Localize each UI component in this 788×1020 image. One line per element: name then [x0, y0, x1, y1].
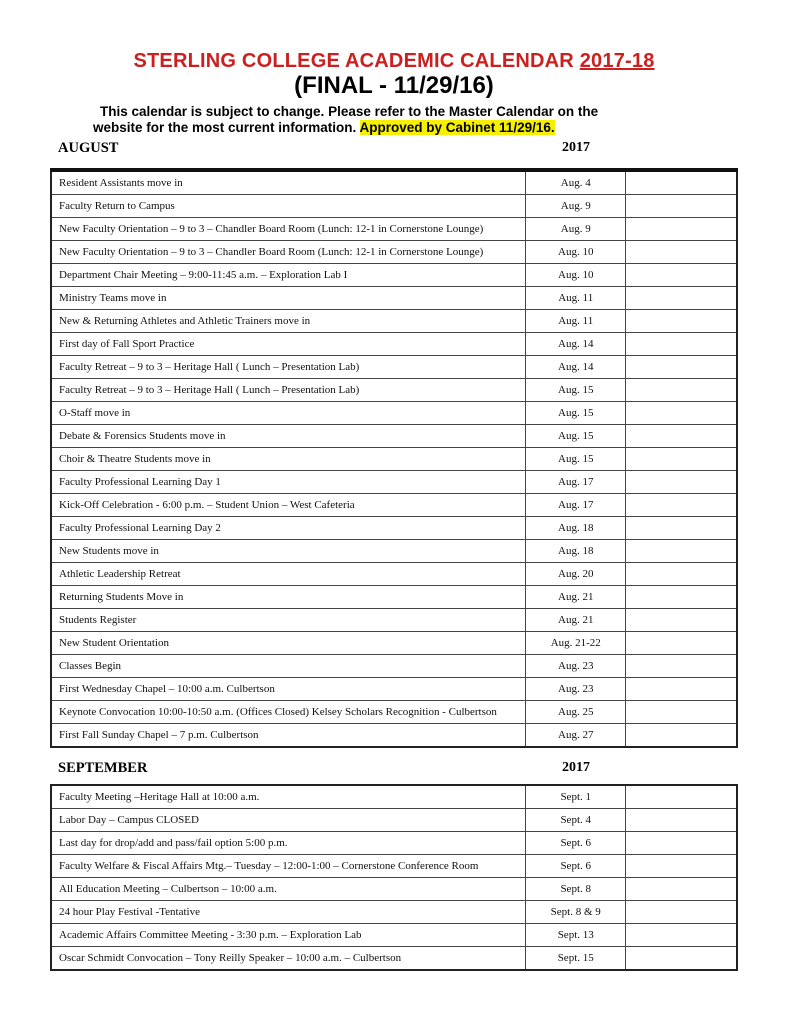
blank-cell: [626, 356, 737, 379]
date-cell: Aug. 25: [526, 701, 626, 724]
table-row: [51, 448, 737, 471]
date-cell: Aug. 4: [526, 170, 626, 195]
table-row: [51, 947, 737, 971]
event-cell: Keynote Convocation 10:00-10:50 a.m. (Offices Closed) Kelsey Scholars Recognition - Culbertson: [51, 701, 526, 724]
september-table: [50, 784, 738, 971]
event-cell: New Students move in: [51, 540, 526, 563]
event-cell: Resident Assistants move in: [51, 170, 526, 195]
event-cell: Choir & Theatre Students move in: [51, 448, 526, 471]
table-row: [51, 218, 737, 241]
table-row: [51, 471, 737, 494]
event-cell: Debate & Forensics Students move in: [51, 425, 526, 448]
table-row: [51, 195, 737, 218]
date-cell: Aug. 9: [526, 218, 626, 241]
september-table-body: [51, 785, 737, 970]
table-row: [51, 855, 737, 878]
table-row: [51, 678, 737, 701]
date-cell: Aug. 17: [526, 494, 626, 517]
table-row: [51, 241, 737, 264]
blank-cell: [626, 678, 737, 701]
august-table-body: [51, 170, 737, 747]
blank-cell: [626, 471, 737, 494]
date-cell: Sept. 15: [526, 947, 626, 971]
blank-cell: [626, 724, 737, 748]
table-row: [51, 264, 737, 287]
blank-cell: [626, 809, 737, 832]
table-row: [51, 333, 737, 356]
september-heading: SEPTEMBER: [58, 760, 148, 776]
september-year: 2017: [562, 760, 590, 775]
date-cell: Aug. 15: [526, 448, 626, 471]
table-row: [51, 878, 737, 901]
date-cell: Aug. 20: [526, 563, 626, 586]
blank-cell: [626, 241, 737, 264]
event-cell: Faculty Retreat – 9 to 3 – Heritage Hall ( Lunch – Presentation Lab): [51, 379, 526, 402]
table-row: [51, 609, 737, 632]
event-cell: First day of Fall Sport Practice: [51, 333, 526, 356]
event-cell: Faculty Professional Learning Day 1: [51, 471, 526, 494]
blank-cell: [626, 379, 737, 402]
blank-cell: [626, 586, 737, 609]
blank-cell: [626, 901, 737, 924]
change-notice-line2: [93, 120, 555, 135]
calendar-subtitle: (FINAL - 11/29/16): [294, 72, 494, 99]
event-cell: Academic Affairs Committee Meeting - 3:30 p.m. – Exploration Lab: [51, 924, 526, 947]
event-cell: Faculty Welfare & Fiscal Affairs Mtg.– Tuesday – 12:00-1:00 – Cornerstone Conference Room: [51, 855, 526, 878]
blank-cell: [626, 402, 737, 425]
event-cell: First Wednesday Chapel – 10:00 a.m. Culbertson: [51, 678, 526, 701]
blank-cell: [626, 609, 737, 632]
event-cell: All Education Meeting – Culbertson – 10:00 a.m.: [51, 878, 526, 901]
table-row: [51, 310, 737, 333]
date-cell: Aug. 15: [526, 402, 626, 425]
date-cell: Aug. 27: [526, 724, 626, 748]
blank-cell: [626, 855, 737, 878]
blank-cell: [626, 448, 737, 471]
table-row: [51, 517, 737, 540]
date-cell: Sept. 1: [526, 785, 626, 809]
title-year: 2017-18: [579, 50, 655, 72]
event-cell: Department Chair Meeting – 9:00-11:45 a.m. – Exploration Lab I: [51, 264, 526, 287]
blank-cell: [626, 425, 737, 448]
blank-cell: [626, 195, 737, 218]
table-row: [51, 540, 737, 563]
blank-cell: [626, 701, 737, 724]
event-cell: 24 hour Play Festival -Tentative: [51, 901, 526, 924]
date-cell: Aug. 17: [526, 471, 626, 494]
date-cell: Sept. 8: [526, 878, 626, 901]
table-row: [51, 701, 737, 724]
table-row: [51, 785, 737, 809]
date-cell: Sept. 8 & 9: [526, 901, 626, 924]
blank-cell: [626, 878, 737, 901]
august-year: 2017: [562, 140, 590, 155]
event-cell: Faculty Professional Learning Day 2: [51, 517, 526, 540]
date-cell: Aug. 23: [526, 678, 626, 701]
blank-cell: [626, 264, 737, 287]
title-main: STERLING COLLEGE ACADEMIC CALENDAR: [133, 50, 574, 72]
blank-cell: [626, 563, 737, 586]
date-cell: Aug. 21: [526, 586, 626, 609]
date-cell: Aug. 23: [526, 655, 626, 678]
blank-cell: [626, 310, 737, 333]
date-cell: Aug. 21-22: [526, 632, 626, 655]
event-cell: New Student Orientation: [51, 632, 526, 655]
event-cell: First Fall Sunday Chapel – 7 p.m. Culbertson: [51, 724, 526, 748]
change-notice-text: website for the most current information.: [93, 120, 357, 135]
table-row: [51, 655, 737, 678]
approval-highlight: Approved by Cabinet 11/29/16.: [359, 120, 555, 135]
event-cell: Athletic Leadership Retreat: [51, 563, 526, 586]
blank-cell: [626, 785, 737, 809]
calendar-title: [0, 50, 788, 73]
event-cell: Students Register: [51, 609, 526, 632]
date-cell: Aug. 21: [526, 609, 626, 632]
table-row: [51, 494, 737, 517]
event-cell: Labor Day – Campus CLOSED: [51, 809, 526, 832]
event-cell: Faculty Return to Campus: [51, 195, 526, 218]
event-cell: New & Returning Athletes and Athletic Trainers move in: [51, 310, 526, 333]
date-cell: Aug. 10: [526, 241, 626, 264]
table-row: [51, 832, 737, 855]
date-cell: Aug. 15: [526, 425, 626, 448]
table-row: [51, 425, 737, 448]
blank-cell: [626, 287, 737, 310]
date-cell: Sept. 6: [526, 855, 626, 878]
event-cell: Faculty Meeting –Heritage Hall at 10:00 a.m.: [51, 785, 526, 809]
event-cell: Classes Begin: [51, 655, 526, 678]
date-cell: Aug. 14: [526, 333, 626, 356]
event-cell: New Faculty Orientation – 9 to 3 – Chandler Board Room (Lunch: 12-1 in Cornerstone Lounge): [51, 218, 526, 241]
blank-cell: [626, 632, 737, 655]
event-cell: Returning Students Move in: [51, 586, 526, 609]
august-heading: AUGUST: [58, 140, 119, 156]
date-cell: Aug. 10: [526, 264, 626, 287]
table-row: [51, 632, 737, 655]
date-cell: Sept. 6: [526, 832, 626, 855]
table-row: [51, 563, 737, 586]
date-cell: Sept. 4: [526, 809, 626, 832]
table-row: [51, 402, 737, 425]
date-cell: Aug. 11: [526, 287, 626, 310]
august-table: [50, 168, 738, 748]
blank-cell: [626, 517, 737, 540]
blank-cell: [626, 218, 737, 241]
event-cell: Kick-Off Celebration - 6:00 p.m. – Student Union – West Cafeteria: [51, 494, 526, 517]
table-row: [51, 724, 737, 748]
change-notice-line1: This calendar is subject to change. Please refer to the Master Calendar on the: [100, 104, 599, 119]
date-cell: Aug. 18: [526, 517, 626, 540]
event-cell: New Faculty Orientation – 9 to 3 – Chandler Board Room (Lunch: 12-1 in Cornerstone Lounge): [51, 241, 526, 264]
table-row: [51, 924, 737, 947]
blank-cell: [626, 333, 737, 356]
event-cell: Oscar Schmidt Convocation – Tony Reilly Speaker – 10:00 a.m. – Culbertson: [51, 947, 526, 971]
event-cell: O-Staff move in: [51, 402, 526, 425]
date-cell: Aug. 18: [526, 540, 626, 563]
blank-cell: [626, 494, 737, 517]
date-cell: Aug. 11: [526, 310, 626, 333]
event-cell: Ministry Teams move in: [51, 287, 526, 310]
table-row: [51, 170, 737, 195]
table-row: [51, 356, 737, 379]
table-row: [51, 586, 737, 609]
table-row: [51, 379, 737, 402]
date-cell: Aug. 14: [526, 356, 626, 379]
date-cell: Aug. 9: [526, 195, 626, 218]
date-cell: Aug. 15: [526, 379, 626, 402]
table-row: [51, 901, 737, 924]
blank-cell: [626, 540, 737, 563]
blank-cell: [626, 655, 737, 678]
blank-cell: [626, 170, 737, 195]
blank-cell: [626, 947, 737, 971]
event-cell: Faculty Retreat – 9 to 3 – Heritage Hall ( Lunch – Presentation Lab): [51, 356, 526, 379]
table-row: [51, 287, 737, 310]
event-cell: Last day for drop/add and pass/fail option 5:00 p.m.: [51, 832, 526, 855]
blank-cell: [626, 924, 737, 947]
table-row: [51, 809, 737, 832]
date-cell: Sept. 13: [526, 924, 626, 947]
blank-cell: [626, 832, 737, 855]
